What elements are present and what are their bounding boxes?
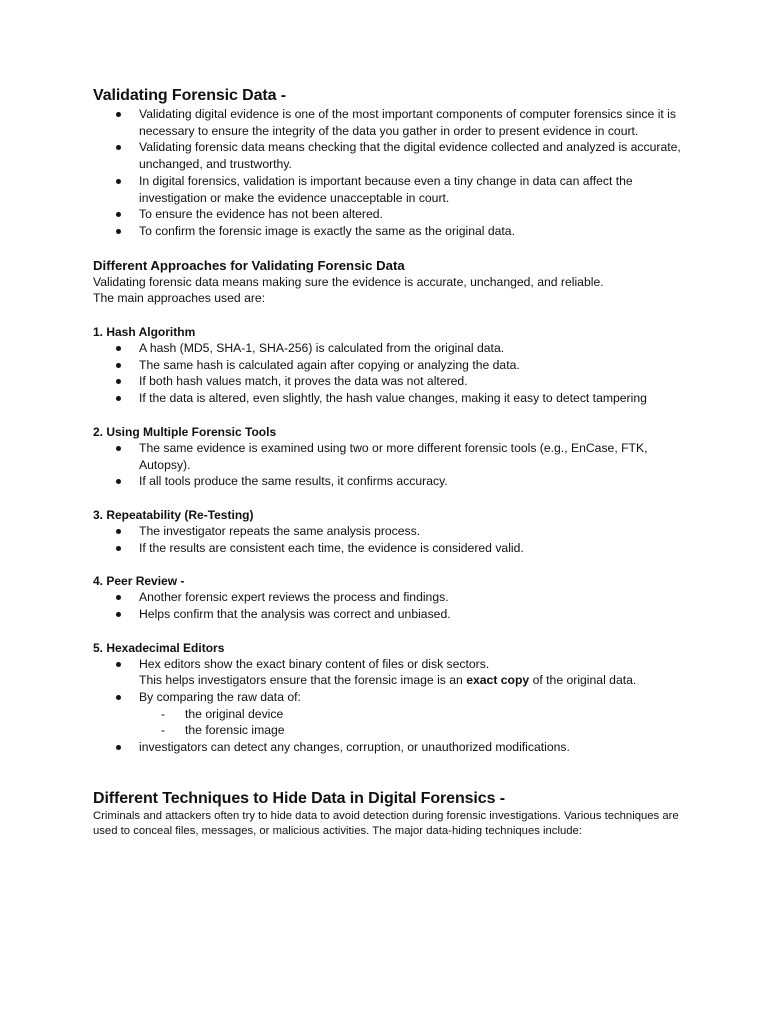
bullet-icon [116, 379, 121, 384]
list-item: Another forensic expert reviews the process and findings. [93, 589, 683, 606]
hash-bullet-list [93, 340, 683, 407]
list-item: investigators can detect any changes, corruption, or unauthorized modifications. [93, 739, 683, 756]
validating-bullet-list [93, 106, 683, 240]
list-item: In digital forensics, validation is important because even a tiny change in data can affect the investigation or make the evidence unacceptable in court. [93, 173, 683, 206]
list-item: Validating digital evidence is one of the most important components of computer forensics since it is necessary to ensure the integrity of the data you gather in order to present evidence in court. [93, 106, 683, 139]
list-item: If the results are consistent each time, the evidence is considered valid. [93, 540, 683, 557]
exact-copy-emphasis: exact copy [466, 673, 530, 688]
bullet-icon [116, 745, 121, 750]
hex-dash-list [93, 706, 683, 739]
bullet-icon [116, 229, 121, 234]
dash-marker: - [161, 706, 166, 721]
bullet-icon [116, 212, 121, 217]
bullet-icon [116, 179, 121, 184]
repeatability-heading: 3. Repeatability (Re-Testing) [93, 507, 254, 522]
list-item: - the forensic image [161, 723, 285, 738]
bullet-icon [116, 612, 121, 617]
section-title-validating: Validating Forensic Data - [93, 87, 287, 104]
repeatability-bullet-list [93, 523, 683, 556]
bullet-icon [116, 662, 121, 667]
hash-algorithm-heading: 1. Hash Algorithm [93, 325, 196, 340]
hide-data-intro: Criminals and attackers often try to hide data to avoid detection during forensic investigations. Various techniques are used to conceal files, messages, or malicious activities. The major data-hiding techniques include: [93, 809, 679, 837]
bullet-icon [116, 529, 121, 534]
approaches-intro-line1: Validating forensic data means making sure the evidence is accurate, unchanged, and reliable. [93, 274, 604, 289]
approaches-heading: Different Approaches for Validating Forensic Data [93, 257, 405, 273]
list-item: The same hash is calculated again after copying or analyzing the data. [93, 357, 683, 374]
bullet-icon [116, 145, 121, 150]
list-item: Hex editors show the exact binary content of files or disk sectors. This helps investigators ensure that the forensic image is an exact copy of the original data. [93, 656, 683, 689]
hex-bullet-list-end [93, 739, 683, 756]
list-item: Validating forensic data means checking that the digital evidence collected and analyzed is accurate, unchanged, and trustworthy. [93, 139, 683, 172]
bullet-icon [116, 479, 121, 484]
dash-marker: - [161, 723, 166, 738]
list-item: Helps confirm that the analysis was correct and unbiased. [93, 606, 683, 623]
list-item: If the data is altered, even slightly, the hash value changes, making it easy to detect tampering [93, 390, 683, 407]
approaches-intro-line2: The main approaches used are: [93, 291, 266, 306]
list-item: The investigator repeats the same analysis process. [93, 523, 683, 540]
list-item: If both hash values match, it proves the data was not altered. [93, 373, 683, 390]
bullet-icon [116, 695, 121, 700]
bullet-icon [116, 112, 121, 117]
document-page [93, 86, 683, 839]
list-item: By comparing the raw data of: [93, 689, 683, 706]
bullet-icon [116, 446, 121, 451]
bullet-icon [116, 546, 121, 551]
list-item: If all tools produce the same results, it confirms accuracy. [93, 473, 683, 490]
section-title-hide-data: Different Techniques to Hide Data in Digital Forensics - [93, 789, 505, 807]
peer-review-heading: 4. Peer Review - [93, 574, 185, 589]
list-item: The same evidence is examined using two or more different forensic tools (e.g., EnCase, FTK, Autopsy). [93, 440, 683, 473]
bullet-icon [116, 396, 121, 401]
list-item: A hash (MD5, SHA-1, SHA-256) is calculated from the original data. [93, 340, 683, 357]
hex-bullet-list [93, 656, 683, 706]
bullet-icon [116, 363, 121, 368]
bullet-icon [116, 595, 121, 600]
peer-review-bullet-list [93, 589, 683, 622]
hex-editors-heading: 5. Hexadecimal Editors [93, 640, 225, 655]
bullet-icon [116, 346, 121, 351]
list-item: To ensure the evidence has not been altered. [93, 206, 683, 223]
list-item: - the original device [161, 706, 284, 721]
list-item: To confirm the forensic image is exactly the same as the original data. [93, 223, 683, 240]
tools-bullet-list [93, 440, 683, 490]
multiple-tools-heading: 2. Using Multiple Forensic Tools [93, 424, 277, 439]
